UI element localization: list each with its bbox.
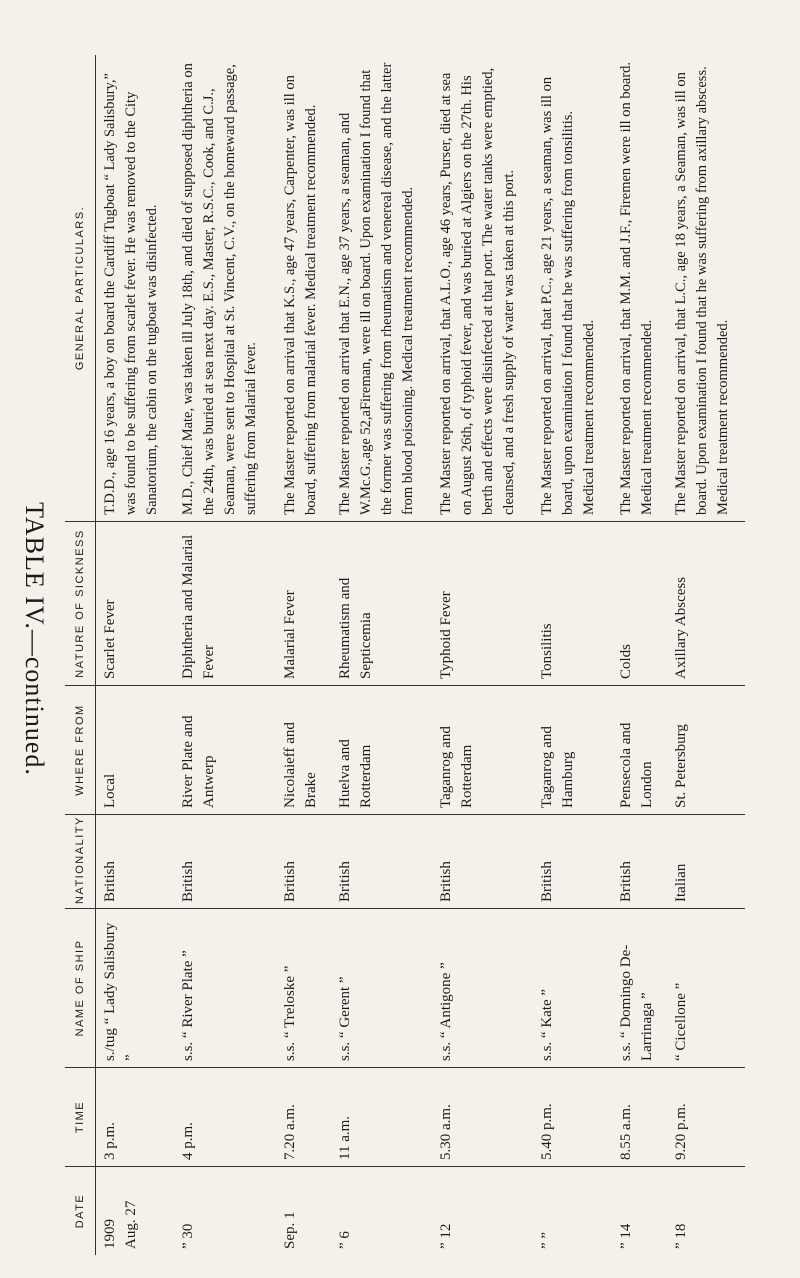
- cell-time-text: 3 p.m.: [102, 1122, 118, 1160]
- cell-nationality-text: British: [281, 861, 298, 902]
- cell-from-text: Nicolaieff and Brake: [281, 722, 319, 808]
- cell-ship: [612, 909, 667, 1068]
- table-title: TABLE IV.—continued.: [20, 502, 49, 776]
- header-nature: NATURE OF SICKNESS: [65, 522, 96, 686]
- cell-year: 1909: [102, 1219, 118, 1249]
- rotated-table-wrapper: [65, 55, 745, 1255]
- cell-nationality: [667, 815, 745, 909]
- cell-nationality: [174, 815, 275, 909]
- header-nationality: NATIONALITY: [65, 815, 96, 909]
- cell-date: [96, 1167, 175, 1256]
- cell-nationality: [612, 815, 667, 909]
- cell-date-text: ” 18: [672, 1223, 689, 1249]
- cell-nationality: [96, 815, 175, 909]
- cell-date-text: ” 12: [438, 1223, 455, 1249]
- table-title-container: [14, 0, 54, 1278]
- cell-date-text: ” 30: [180, 1223, 197, 1249]
- cell-date: [612, 1167, 667, 1256]
- table-row: [432, 55, 533, 1255]
- cell-from-text: Taganrog and Hamburg: [539, 726, 577, 808]
- header-general: GENERAL PARTICULARS.: [65, 55, 96, 522]
- cell-nature: [174, 522, 275, 686]
- cell-time-text: 7.20 a.m.: [281, 1104, 298, 1160]
- header-ship: NAME OF SHIP: [65, 909, 96, 1068]
- cell-general-text: The Master reported on arrival, that P.C., age 21 years, a seaman, was ill on board, upon examination I found that he was suffering from tonsilitis. Medical treatment recommended.: [539, 76, 598, 515]
- cell-from-text: River Plate and Antwerp: [180, 715, 218, 808]
- cell-nationality-text: British: [617, 861, 634, 902]
- cell-from: [331, 686, 432, 815]
- cell-general: [612, 55, 667, 522]
- cell-nationality: [432, 815, 533, 909]
- cell-nature-text: Diphtheria and Malarial Fever: [180, 534, 218, 679]
- header-time: TIME: [65, 1068, 96, 1167]
- cell-nature: [276, 522, 331, 686]
- cell-from-text: Pensecola and London: [617, 722, 655, 808]
- header-where-from: WHERE FROM: [65, 686, 96, 815]
- cell-nationality-text: British: [102, 861, 118, 902]
- cell-ship-text: s.s. “ Antigone ”: [438, 962, 455, 1061]
- cell-nationality-text: British: [180, 861, 197, 902]
- cell-nature: [432, 522, 533, 686]
- cell-nature: [533, 522, 611, 686]
- cell-time: [174, 1068, 275, 1167]
- cell-date-text: ” 6: [336, 1231, 353, 1249]
- cell-time: [331, 1068, 432, 1167]
- cell-ship: [96, 909, 175, 1068]
- cell-nationality: [276, 815, 331, 909]
- cell-general-text: The Master reported on arrival, that M.M. and J.F., Firemen were ill on board. Medical treatment recommended.: [617, 61, 655, 515]
- cell-date: [667, 1167, 745, 1256]
- cell-date: [276, 1167, 331, 1256]
- cell-date-text: ” 14: [617, 1223, 634, 1249]
- cell-ship-text: s.s. “ Kate ”: [539, 988, 556, 1061]
- cell-nature: [667, 522, 745, 686]
- cell-time: [612, 1068, 667, 1167]
- cell-general: [432, 55, 533, 522]
- cell-nationality: [533, 815, 611, 909]
- cell-ship: [533, 909, 611, 1068]
- cell-general-text: The Master reported on arrival that E.N., age 37 years, a seaman, and W.Mc.G.,age 52,aFireman, were ill on board. Upon examination I found that the former was suffering from rheumatism and venereal disease, and the latter from blood poisoning. Medical treatment recommended.: [336, 62, 416, 515]
- cell-ship: [667, 909, 745, 1068]
- cell-nationality-text: Italian: [672, 863, 689, 902]
- cell-time-text: 5.40 p.m.: [539, 1103, 556, 1160]
- table-row: [276, 55, 331, 1255]
- cell-ship-text: s.s. “ Gerent ”: [336, 976, 353, 1061]
- cell-from-text: Local: [102, 773, 118, 808]
- cell-nature-text: Scarlet Fever: [102, 599, 118, 679]
- cell-nationality-text: British: [438, 861, 455, 902]
- cell-nature-text: Rheumatism and Septicemia: [336, 577, 374, 679]
- cell-from: [96, 686, 175, 815]
- cell-ship-text: s.s. “ Domingo De-Larrinaga ”: [617, 944, 655, 1061]
- header-date: DATE: [65, 1167, 96, 1256]
- table-body: [96, 55, 746, 1255]
- cell-nature-text: Colds: [617, 643, 634, 679]
- cell-general-text: M.D., Chief Mate, was taken ill July 18th, and died of supposed diphtheria on the 24th, was buried at sea next day. E.S., Master, R.S.C., Cook, and C.J., Seaman, were sent to Hospital at St. Vincent, C.V., on the homeward passage, suffering from Malarial fever.: [180, 63, 260, 515]
- cell-ship: [432, 909, 533, 1068]
- cell-from-text: Huelva and Rotterdam: [336, 739, 374, 808]
- cell-date-text: Aug. 27: [123, 1200, 139, 1249]
- table-row: [667, 55, 745, 1255]
- table-row: [533, 55, 611, 1255]
- cell-general-text: T.D.D., age 16 years, a boy on board the Cardiff Tugboat “ Lady Salisbury,” was found to be suffering from scarlet fever. He was removed to the City Sanatorium, the cabin on the tugboat was disinfected.: [102, 73, 160, 515]
- cell-from: [612, 686, 667, 815]
- cell-date-text: Sep. 1: [281, 1211, 298, 1249]
- table-row: [331, 55, 432, 1255]
- cell-general: [174, 55, 275, 522]
- cell-from-text: Taganrog and Rotterdam: [438, 726, 476, 808]
- cell-date-text: ” ”: [539, 1231, 556, 1249]
- cell-general-text: The Master reported on arrival that K.S., age 47 years, Carpenter, was ill on board, suffering from malarial fever. Medical treatment recommended.: [281, 75, 319, 515]
- cell-ship-text: s.s. “ Treloske ”: [281, 965, 298, 1061]
- cell-time-text: 8.55 a.m.: [617, 1104, 634, 1160]
- cell-nature: [612, 522, 667, 686]
- cell-from: [432, 686, 533, 815]
- table-row: [96, 55, 175, 1255]
- cell-time: [432, 1068, 533, 1167]
- cell-time: [667, 1068, 745, 1167]
- cell-date: [533, 1167, 611, 1256]
- cell-general: [667, 55, 745, 522]
- table-row: [612, 55, 667, 1255]
- cell-time: [533, 1068, 611, 1167]
- cell-date: [174, 1167, 275, 1256]
- cell-nature: [96, 522, 175, 686]
- cell-general: [276, 55, 331, 522]
- cell-from: [667, 686, 745, 815]
- cell-general-text: The Master reported on arrival, that A.L.O., age 46 years, Purser, died at sea on August 26th, of typhoid fever, and was buried at Algiers on the 27th. His berth and effects were disinfected at that port. The water tanks were emptied, cleansed, and a fresh supply of water was taken at this port.: [438, 67, 518, 515]
- table-row: [174, 55, 275, 1255]
- cell-time-text: 9.20 p.m.: [672, 1103, 689, 1160]
- cell-general: [96, 55, 175, 522]
- cell-nature-text: Typhoid Fever: [438, 591, 455, 679]
- cell-time: [96, 1068, 175, 1167]
- header-row: [65, 55, 96, 1255]
- cell-from: [174, 686, 275, 815]
- cell-ship-text: “ Cicellone ”: [672, 982, 689, 1061]
- cell-nature: [331, 522, 432, 686]
- cell-nature-text: Axillary Abscess: [672, 576, 689, 679]
- cell-date: [331, 1167, 432, 1256]
- cell-ship-text: s./tug “ Lady Salisbury ”: [102, 922, 139, 1061]
- cell-from-text: St. Petersburg: [672, 724, 689, 808]
- cell-nationality-text: British: [539, 861, 556, 902]
- cell-nature-text: Malarial Fever: [281, 590, 298, 679]
- cell-nationality: [331, 815, 432, 909]
- cell-time-text: 11 a.m.: [336, 1115, 353, 1160]
- cell-nationality-text: British: [336, 861, 353, 902]
- cell-time: [276, 1068, 331, 1167]
- cell-nature-text: Tonsilitis: [539, 623, 556, 679]
- cell-ship: [174, 909, 275, 1068]
- cell-date: [432, 1167, 533, 1256]
- cell-ship: [331, 909, 432, 1068]
- cell-ship-text: s.s. “ River Plate ”: [180, 950, 197, 1061]
- cell-ship: [276, 909, 331, 1068]
- cell-general: [533, 55, 611, 522]
- cell-time-text: 4 p.m.: [180, 1122, 197, 1160]
- cell-time-text: 5.30 a.m.: [438, 1104, 455, 1160]
- sickness-table: [65, 55, 745, 1255]
- cell-from: [533, 686, 611, 815]
- cell-from: [276, 686, 331, 815]
- cell-general: [331, 55, 432, 522]
- cell-general-text: The Master reported on arrival, that L.C., age 18 years, a Seaman, was ill on board. Upon examination I found that he was suffering from axillary abscess. Medical treatment recommended.: [672, 66, 731, 515]
